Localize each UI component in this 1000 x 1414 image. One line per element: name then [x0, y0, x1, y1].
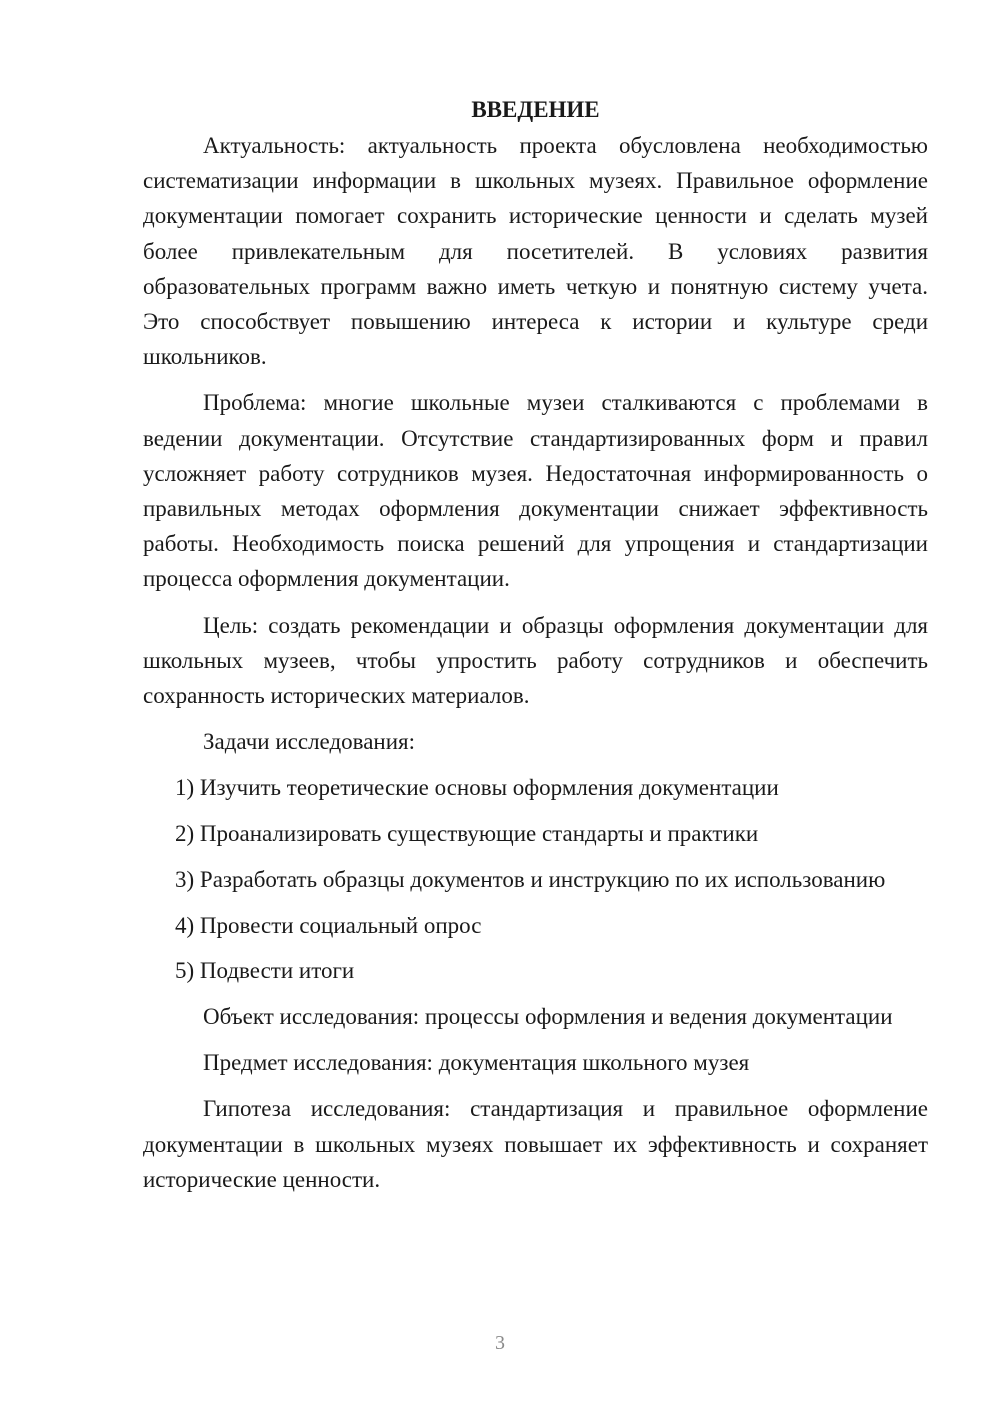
goal-paragraph: Цель: создать рекомендации и образцы оформления документации для школьных музеев, чтобы упростить работу сотрудников и обеспечить сохранность исторических материалов.: [143, 612, 928, 709]
page-title: ВВЕДЕНИЕ: [471, 97, 600, 122]
task-item: 1) Изучить теоретические основы оформления документации: [175, 775, 779, 801]
page-number: 3: [495, 1332, 505, 1354]
subject-paragraph: Предмет исследования: документация школьного музея: [203, 1050, 750, 1076]
task-item: 3) Разработать образцы документов и инструкцию по их использованию: [175, 866, 886, 892]
task-item: 4) Провести социальный опрос: [175, 912, 482, 938]
tasks-heading: Задачи исследования:: [203, 729, 416, 755]
object-paragraph: Объект исследования: процессы оформления и ведения документации: [203, 1003, 893, 1029]
hypothesis-paragraph: Гипотеза исследования: стандартизация и правильное оформление документации в школьных музеях повышает их эффективность и сохраняет исторические ценности.: [143, 1096, 928, 1192]
task-item: 5) Подвести итоги: [175, 958, 355, 984]
problem-paragraph: Проблема: многие школьные музеи сталкиваются с проблемами в ведении документации. Отсутствие стандартизированных форм и правил усложняет работу сотрудников музея. Недостаточная информированность о правильных методах оформления документации снижает эффективность работы. Необходимость поиска решений для упрощения и стандартизации процесса оформления документации.: [143, 390, 928, 592]
document-page: [143, 92, 928, 1208]
task-item: 2) Проанализировать существующие стандарты и практики: [175, 821, 759, 847]
relevance-paragraph: Актуальность: актуальность проекта обусловлена необходимостью систематизации информации в школьных музеях. Правильное оформление документации помогает сохранить исторические ценности и сделать музей более привлекательным для посетителей. В условиях развития образовательных программ важно иметь четкую и понятную систему учета. Это способствует повышению интереса к истории и культуре среди школьников.: [143, 133, 928, 370]
